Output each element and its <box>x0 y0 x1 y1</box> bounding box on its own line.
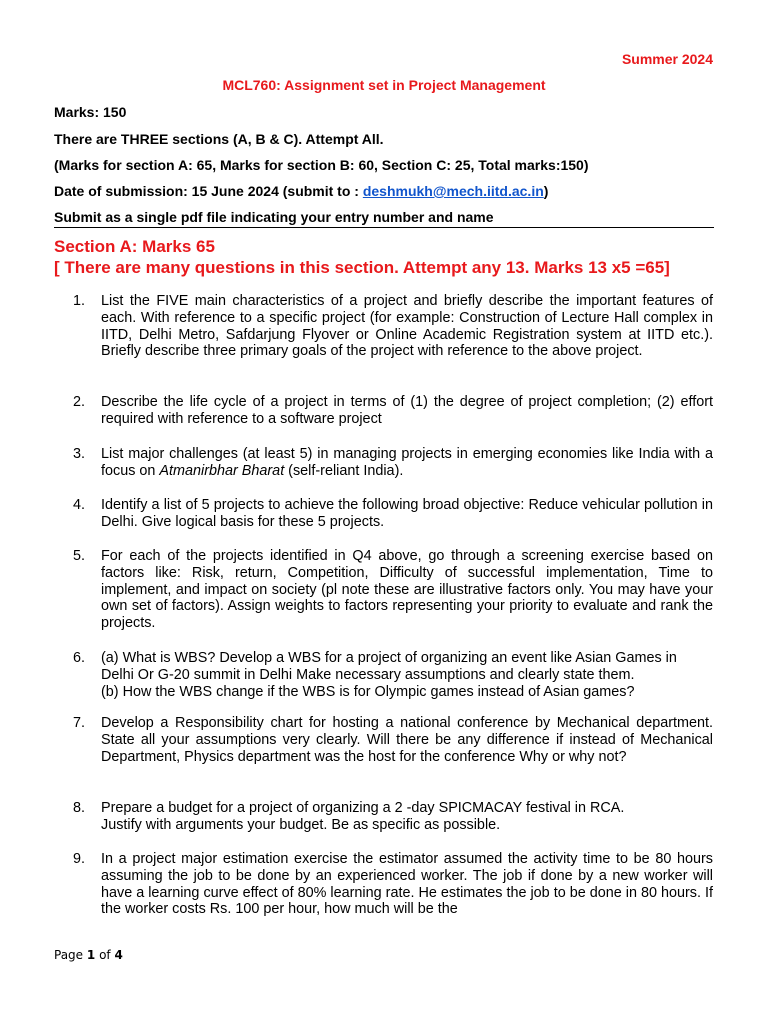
page-footer <box>54 948 123 962</box>
question-1 <box>73 293 713 360</box>
question-number: 5. <box>73 548 86 564</box>
header-divider <box>54 227 714 228</box>
question-text: For each of the projects identified in Q4 above, go through a screening exercise based on factors like: Risk, return, Competition, Difficulty of successful implementation, Time to implement, and impact on society (pl note these are illustrative factors only. You may have your own set of factors). Assign weights to factors representing your priority to evaluate and rank the projects. <box>101 548 713 632</box>
question-text-part: (self-reliant India). <box>284 462 404 479</box>
question-number: 4. <box>73 497 86 513</box>
question-7 <box>73 715 713 765</box>
submission-email-link[interactable]: deshmukh@mech.iitd.ac.in <box>362 183 544 199</box>
submission-prefix: Date of submission: 15 June 2024 (submit to : <box>54 183 363 199</box>
question-line: Prepare a budget for a project of organizing a 2 -day SPICMACAY festival in RCA. <box>101 800 625 816</box>
question-number: 1. <box>73 293 86 309</box>
section-a-title: Section A: Marks 65 <box>54 237 215 256</box>
question-text: List the FIVE main characteristics of a project and briefly describe the important features of each. With reference to a specific project (for example: Construction of Lecture Hall complex in IITD, Delhi Metro, Safdarjung Flyover or Online Academic Registration system at IITD etc.). Briefly describe three primary goals of the project with reference to the above project. <box>101 293 713 360</box>
submission-suffix: ) <box>543 183 549 199</box>
total-marks: Marks: 150 <box>54 104 127 120</box>
question-number: 3. <box>73 446 86 462</box>
question-number: 8. <box>73 800 86 816</box>
question-3 <box>73 446 713 480</box>
question-part-a: (a) What is WBS? Develop a WBS for a project of organizing an event like Asian Games in Delhi Or G-20 summit in Delhi Make necessary assumptions and clearly state them. <box>101 650 677 683</box>
question-2 <box>73 394 713 428</box>
question-text <box>101 446 713 480</box>
question-text <box>101 800 713 834</box>
question-8 <box>73 800 713 834</box>
question-5 <box>73 548 713 632</box>
question-text: Identify a list of 5 projects to achieve the following broad objective: Reduce vehicular pollution in Delhi. Give logical basis for these 5 projects. <box>101 497 713 530</box>
question-part-b: (b) How the WBS change if the WBS is for Olympic games instead of Asian games? <box>101 683 635 700</box>
question-text: In a project major estimation exercise the estimator assumed the activity time to be 80 hours assuming the job to be done by an experienced worker. The job if done by a new worker will have a learning curve effect of 80% learning rate. He estimates the job to be done in 80 hours. If the worker costs Rs. 100 per hour, how much will be the <box>101 851 713 918</box>
marks-breakdown: (Marks for section A: 65, Marks for section B: 60, Section C: 25, Total marks:150) <box>54 157 589 173</box>
question-number: 6. <box>73 650 86 666</box>
question-6 <box>73 650 713 700</box>
question-text-part: List major challenges (at least 5) in managing projects in emerging economies like India with a focus on <box>101 446 713 479</box>
question-number: 9. <box>73 851 86 867</box>
section-a-subtitle: [ There are many questions in this section. Attempt any 13. Marks 13 x5 =65] <box>54 258 670 277</box>
question-text <box>101 650 713 700</box>
section-a-heading <box>54 236 670 278</box>
question-4 <box>73 497 713 531</box>
assignment-title: MCL760: Assignment set in Project Management <box>222 77 546 93</box>
submission-date <box>54 183 548 199</box>
question-number: 2. <box>73 394 86 410</box>
question-number: 7. <box>73 715 86 731</box>
question-text: Describe the life cycle of a project in terms of (1) the degree of project completion; (2) effort required with reference to a software project <box>101 394 713 427</box>
page-label: Page <box>54 948 84 962</box>
question-text: Develop a Responsibility chart for hosting a national conference by Mechanical department. State all your assumptions very clearly. Will there be any difference if instead of Mechanical Department, Physics department was the host for the conference Why or why not? <box>101 715 713 765</box>
page-number: 1 <box>86 948 96 962</box>
question-line: Justify with arguments your budget. Be as specific as possible. <box>101 816 501 833</box>
sections-note: There are THREE sections (A, B & C). Attempt All. <box>54 131 384 147</box>
term-label: Summer 2024 <box>621 51 713 67</box>
question-9 <box>73 851 713 918</box>
of-label: of <box>99 948 111 962</box>
page-total: 4 <box>114 948 123 962</box>
question-text-italic: Atmanirbhar Bharat <box>159 462 285 479</box>
submit-note: Submit as a single pdf file indicating your entry number and name <box>54 209 494 225</box>
